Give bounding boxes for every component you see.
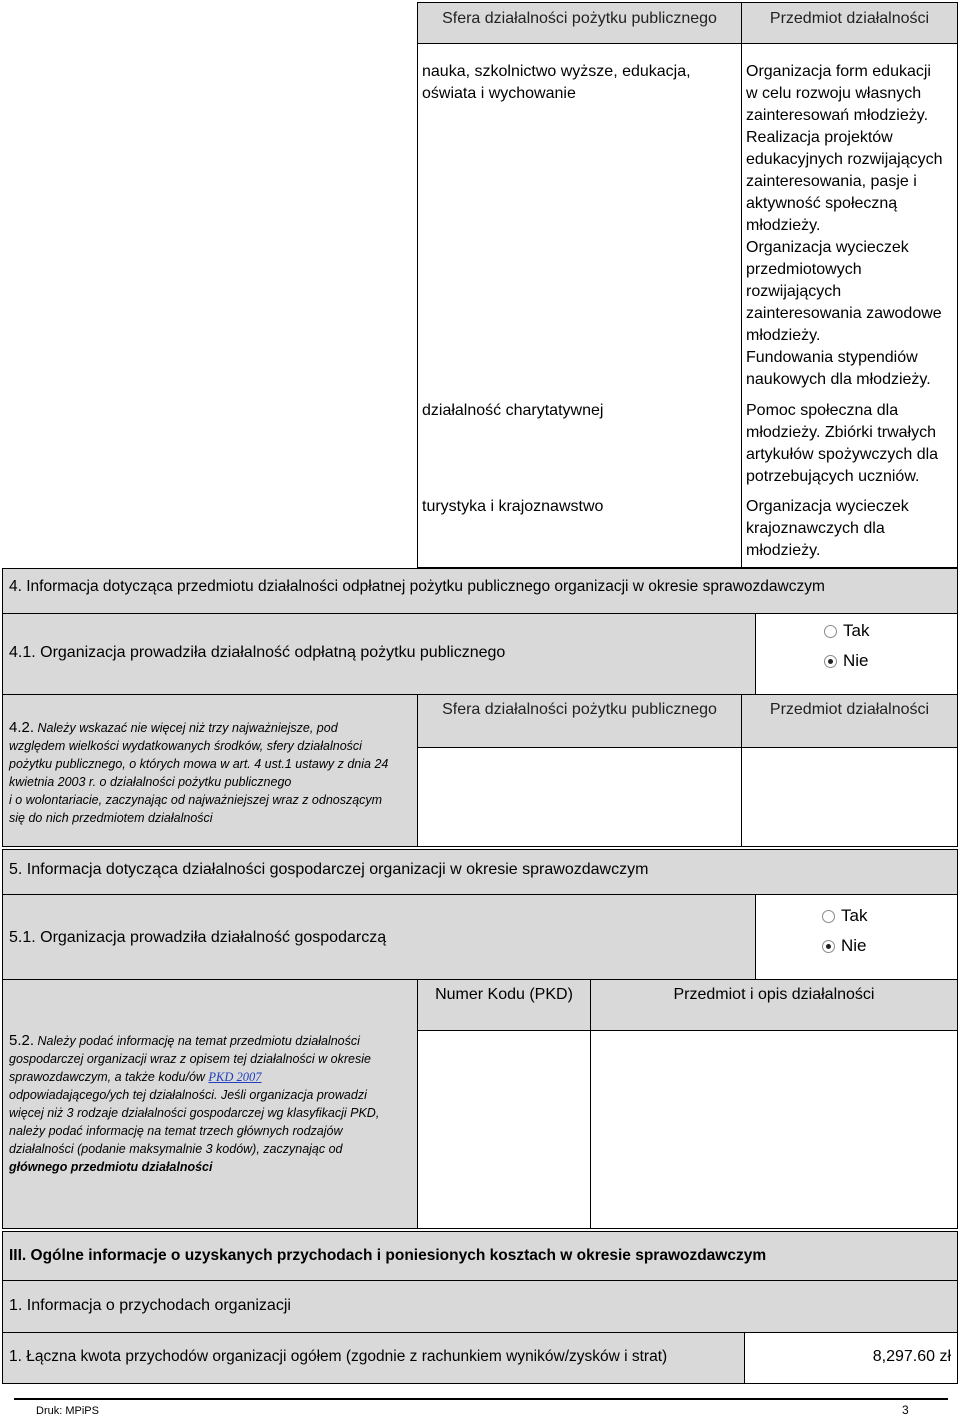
radio-selected-icon[interactable] [824,655,837,668]
section-4-title: 4. Informacja dotycząca przedmiotu działalności odpłatnej pożytku publicznego organizacji w okresie sprawozdawczym [2,568,958,614]
przychody-total-label-cell: 1. Łączna kwota przychodów organizacji ogółem (zgodnie z rachunkiem wyników/zysków i strat) [2,1332,745,1384]
q42-line: pożytku publicznego, o których mowa w art. 4 ust.1 ustawy z dnia 24 [9,757,389,771]
q42-sfera-value[interactable] [417,747,742,847]
przedmiot-line: potrzebujących uczniów. [746,468,920,485]
q42-przedmiot-value[interactable] [741,747,958,847]
q52-number: 5.2. [9,1032,35,1049]
q42-line: i o wolontariacie, zaczynając od najważniejszej wraz z odnoszącym [9,793,383,807]
przedmiot-row-2 [746,400,938,488]
q52-line: działalności (podanie maksymalnie 3 kodów), zaczynając od [9,1142,343,1156]
sfera-row-3 [422,496,603,518]
przedmiot-line: aktywność społeczną [746,195,898,212]
przedmiot-line: młodzieży. Zbiórki trwałych [746,424,936,441]
q52-line: gospodarczej organizacji wraz z opisem tej działalności w okresie [9,1052,371,1066]
q42-number: 4.2. [9,719,35,736]
q52-pkd-header: Numer Kodu (PKD) [417,979,591,1031]
sfera-row-1-line: nauka, szkolnictwo wyższe, edukacja, [422,63,691,80]
sfera-row-1 [422,61,691,105]
section-iii-title: III. Ogólne informacje o uzyskanych przychodach i poniesionych kosztach w okresie sprawozdawczym [2,1231,958,1281]
radio-unselected-icon[interactable] [822,910,835,923]
radio-selected-icon[interactable] [822,940,835,953]
q52-pkd-value[interactable] [417,1030,591,1229]
q51-options-cell [755,894,958,980]
q42-line: Należy wskazać nie więcej niż trzy najważniejsze, pod [37,721,338,735]
q42-line: względem wielkości wydatkowanych środków, sfery działalności [9,739,362,753]
q41-option-nie[interactable]: Nie [824,646,869,676]
pkd-2007-link[interactable]: PKD 2007 [208,1070,262,1084]
przedmiot-line: rozwijających [746,283,842,300]
przedmiot-line: artykułów spożywczych dla [746,446,939,463]
q52-przedmiot-header: Przedmiot i opis działalności [590,979,958,1031]
przedmiot-line: Fundowania stypendiów [746,349,918,366]
sfera-row-1-line: oświata i wychowanie [422,85,576,102]
przedmiot-line: edukacyjnych rozwijających [746,151,943,168]
q41-label-cell: 4.1. Organizacja prowadziła działalność odpłatną pożytku publicznego [2,613,756,695]
q42-line: kwietnia 2003 r. o działalności pożytku publicznego [9,775,292,789]
przedmiot-line: krajoznawczych dla [746,520,885,537]
przychody-total-value-cell [744,1332,958,1384]
q52-line: więcej niż 3 rodzaje działalności gospodarczej wg klasyfikacji PKD, [9,1106,380,1120]
q52-przedmiot-value[interactable] [590,1030,958,1229]
q42-sfera-header: Sfera działalności pożytku publicznego [417,694,742,748]
przedmiot-line: naukowych dla młodzieży. [746,371,931,388]
q41-option-tak[interactable]: Tak [824,616,869,646]
footer-print-label: Druk: MPiPS [36,1405,99,1417]
przedmiot-line: Pomoc społeczna dla [746,402,899,419]
q41-radio-group [824,616,869,676]
footer-page-number: 3 [902,1403,909,1417]
sfera-row-2 [422,400,603,422]
q52-line: należy podać informację na temat trzech głównych rodzajów [9,1124,343,1138]
q52-line: sprawozdawczym, a także kodu/ów [9,1070,205,1084]
przedmiot-line: Organizacja form edukacji [746,63,931,80]
przedmiot-line: młodzieży. [746,327,821,344]
q42-line: się do nich przedmiotem działalności [9,811,213,825]
przychody-total-value: 8,297.60 zł [872,1348,951,1365]
przedmiot-line: zainteresowań młodzieży. [746,107,929,124]
section-5-title: 5. Informacja dotycząca działalności gospodarczej organizacji w okresie sprawozdawczym [2,849,958,895]
przedmiot-row-1 [746,61,943,391]
przedmiot-line: przedmiotowych [746,261,862,278]
q51-option-tak[interactable]: Tak [822,901,867,931]
q52-line: głównego przedmiotu działalności [9,1160,213,1174]
radio-unselected-icon[interactable] [824,625,837,638]
przedmiot-line: zainteresowania zawodowe [746,305,942,322]
przedmiot-row-3 [746,496,909,562]
przychody-subtitle: 1. Informacja o przychodach organizacji [2,1280,958,1333]
q42-przedmiot-header: Przedmiot działalności [741,694,958,748]
q51-label-cell: 5.1. Organizacja prowadziła działalność gospodarczą [2,894,756,980]
q52-description-cell [2,979,418,1229]
q51-option-nie[interactable]: Nie [822,931,867,961]
q52-line: odpowiadającego/ych tej działalności. Jeśli organizacja prowadzi [9,1088,367,1102]
przedmiot-line: młodzieży. [746,217,821,234]
przedmiot-line: Organizacja wycieczek [746,239,909,256]
q41-options-cell [755,613,958,695]
przedmiot-line: zainteresowania, pasje i [746,173,917,190]
przedmiot-cell-column [741,43,958,568]
q52-description [9,1032,411,1176]
przedmiot-line: w celu rozwoju własnych [746,85,922,102]
sfera-header: Sfera działalności pożytku publicznego [417,2,742,44]
sfera-row-3-line: turystyka i krajoznawstwo [422,498,604,515]
q42-description [9,719,411,827]
przedmiot-line: młodzieży. [746,542,821,559]
przedmiot-line: Realizacja projektów [746,129,893,146]
przedmiot-header: Przedmiot działalności [741,2,958,44]
q42-description-cell [2,694,418,847]
q52-line: Należy podać informację na temat przedmiotu działalności [37,1034,360,1048]
przedmiot-line: Organizacja wycieczek [746,498,909,515]
q51-radio-group [822,901,867,961]
sfera-row-2-line: działalność charytatywnej [422,402,604,419]
sfera-cell-column [417,43,742,568]
footer-divider [14,1398,948,1400]
